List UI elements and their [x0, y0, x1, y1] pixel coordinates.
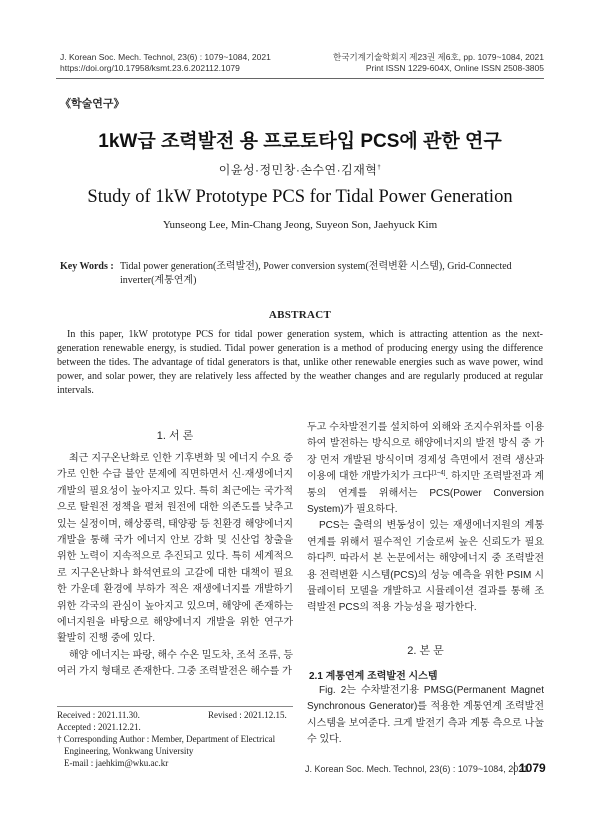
section-2-paragraph-1: Fig. 2는 수차발전기용 PMSG(Permanent Magnet Synchronous Generator)를 적용한 계통연계 조력발전 시스템을 보여준다. 크게 발전기 측과 계통 측으로 나눌 수 있다.	[307, 685, 544, 746]
abstract-text: In this paper, 1kW prototype PCS for tidal power generation system, which is attracting attention as the next-generation renewable energy, is studied. Tidal power generation is a method of producing energy using the difference between the tides. The advantage of tidal generators is that, unlike other renewable energies such as wave power, wind power, and solar power, they are relatively less affected by the weather changes and are regularly produced at regular intervals.	[57, 329, 543, 396]
abstract-heading: ABSTRACT	[268, 309, 332, 321]
corresponding-author: † Corresponding Author : Member, Department of Electrical	[57, 734, 276, 744]
footnote-divider	[57, 706, 293, 707]
section-1-paragraph-4: PCS는 출력의 변동성이 있는 재생에너지원의 계통연계를 위해서 필수적인 기술로써 높은 신뢰도가 필요하다[5]. 따라서 본 논문에서는 해양에너지 중 조력발전용 전력변환 시스템(PCS)의 성능 예측을 위한 PSIM 시뮬레이터 모델을 개발하고 시뮬레이션 결과를 통해 조력발전 PCS의 적용 가능성을 평가한다.	[307, 520, 544, 614]
authors-korean: 이윤성·정민창·손수연·김재혁†	[218, 163, 382, 177]
revised-date: Revised : 2021.12.15.	[208, 710, 287, 720]
section-1-paragraph-1: 최근 지구온난화로 인한 기후변화 및 에너지 수요 증가로 인한 수급 불안 문제에 직면하면서 신·재생에너지 개발의 필요성이 높아지고 있다. 특히 최근에는 국가적으로 탈원전 정책을 펼쳐 원전에 대한 의존도를 낮추고 있는 실정이며, 해상풍력, 태양광 등 친환경 해양에너지 개발을 통해 국가 에너지 안보 강화 및 신산업 창출을 위한 노력이 지속적으로 추진되고 있다. 특히 세계적으로 지구온난화나 화석연료의 고갈에 대한 대책이 필요한 가운데 환경에 부하가 적은 재생에너지를 개발하기 위한 각국의 관심이 높아지고 있으며, 해양에 존재하는 에너지원을 바탕으로 해양에너지 개발을 위한 연구가 활발히 진행 중에 있다.	[57, 453, 293, 645]
section-1-paragraph-2: 해양 에너지는 파랑, 해수 수온 밀도차, 조석 조류, 등 여러 가지 형태로 존재한다. 그중 조력발전은 해수를 가	[57, 649, 293, 678]
footer-separator	[514, 762, 515, 775]
title-korean: 1kW급 조력발전 용 프로토타입 PCS에 관한 연구	[98, 131, 502, 152]
subsection-2-1-heading: 2.1 계통연계 조력발전 시스템	[309, 671, 438, 682]
section-2-body	[307, 683, 544, 749]
title-english: Study of 1kW Prototype PCS for Tidal Power Generation	[87, 187, 513, 207]
section-1-paragraph-3: 두고 수차발전기를 설치하여 외해와 조지수위차를 이용하여 발전하는 방식으로 해양에너지의 발전 방식 중 가장 먼저 개발된 방식이며 경제성 측면에서 전력 생산과 이용에 대한 개발가치가 크다[1~4]. 하지만 조력발전과 계통의 연계를 위해서는 PCS(Power Conversion System)가 필요하다.	[307, 422, 544, 516]
keywords-label: Key Words :	[60, 261, 114, 272]
section-1-body-right	[307, 420, 544, 617]
authors-english: Yunseong Lee, Min-Chang Jeong, Suyeon Son, Jaehyuck Kim	[162, 219, 438, 231]
header-divider	[56, 78, 544, 79]
corresponding-affiliation: Engineering, Wonkwang University	[64, 746, 194, 756]
footer-citation: J. Korean Soc. Mech. Technol, 23(6) : 1079~1084, 2021	[305, 764, 529, 774]
page-number: 1079	[519, 761, 546, 775]
header-issn: Print ISSN 1229-604X, Online ISSN 2508-3805	[365, 63, 544, 73]
section-1-body-left	[57, 451, 293, 681]
section-2-heading: 2. 본 문	[407, 645, 444, 657]
corresponding-email[interactable]: E-mail : jaehkim@wku.ac.kr	[64, 758, 169, 768]
section-1-heading: 1. 서 론	[156, 430, 194, 442]
header-doi[interactable]: https://doi.org/10.17958/ksmt.23.6.202112.1079	[60, 63, 240, 73]
article-category: 《학술연구》	[60, 98, 125, 110]
received-date: Received : 2021.11.30.	[57, 710, 140, 720]
keywords-text: Tidal power generation(조력발전), Power conversion system(전력변환 시스템), Grid-Connected inverter(계통연계)	[120, 261, 512, 286]
header-journal-ko: 한국기계기술학회지 제23권 제6호, pp. 1079~1084, 2021	[333, 52, 544, 62]
accepted-date: Accepted : 2021.12.21.	[57, 722, 141, 732]
header-citation: J. Korean Soc. Mech. Technol, 23(6) : 1079~1084, 2021	[60, 52, 271, 62]
